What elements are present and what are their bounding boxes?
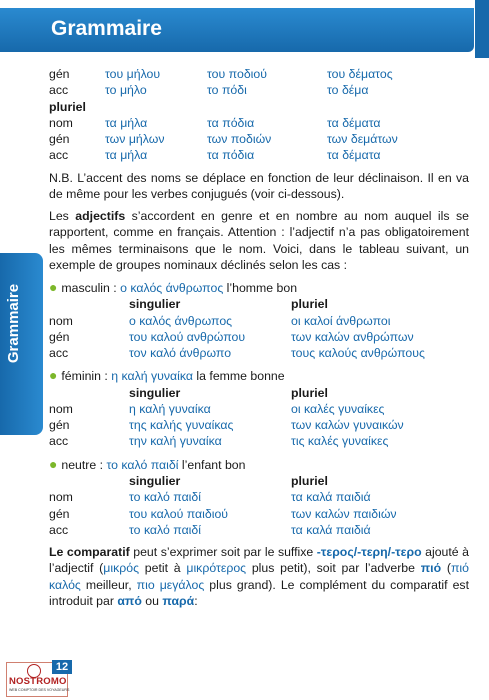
greek-suffix: -τερος/-τερη/-τερο	[316, 545, 422, 560]
table-header	[49, 296, 469, 312]
cell: τα πόδια	[207, 148, 255, 163]
header	[0, 0, 489, 58]
text: la femme bonne	[193, 369, 285, 384]
text: féminin :	[61, 369, 112, 384]
section-label-pluriel: pluriel	[49, 99, 86, 114]
table-header	[49, 385, 469, 401]
cell: των μήλων	[105, 132, 165, 147]
cell: του δέματος	[327, 67, 393, 81]
cell: οι καλές γυναίκες	[291, 401, 385, 416]
case-label: gén	[49, 67, 70, 81]
main-content	[49, 66, 469, 609]
table-row	[49, 401, 469, 417]
case-label: gén	[49, 418, 70, 433]
cell: των καλών γυναικών	[291, 418, 404, 433]
case-label: nom	[49, 401, 73, 416]
table-row	[49, 115, 469, 131]
case-label: nom	[49, 115, 73, 130]
table-row	[49, 506, 469, 522]
text: l’enfant bon	[178, 457, 246, 472]
bullet-icon: ●	[49, 455, 62, 472]
col-header: singulier	[129, 385, 181, 400]
text: (	[441, 561, 451, 576]
case-label: acc	[49, 346, 69, 361]
table-row	[49, 99, 469, 115]
text: meilleur,	[80, 577, 137, 592]
greek-text: μικρός	[103, 561, 140, 576]
case-label: acc	[49, 148, 69, 163]
greek-text: πιο μεγάλος	[136, 577, 205, 592]
text: petit à	[139, 561, 187, 576]
section-neutre	[49, 456, 469, 538]
cell: τους καλούς ανθρώπους	[291, 346, 425, 361]
cell: τα μήλα	[105, 148, 148, 163]
cell: ο καλός άνθρωπος	[129, 313, 233, 328]
greek-text: από	[117, 593, 142, 608]
greek-text: μικρότερος	[186, 561, 247, 576]
cell: τα καλά παιδιά	[291, 522, 371, 537]
cell: τα καλά παιδιά	[291, 490, 371, 505]
text: :	[194, 593, 198, 608]
text: neutre :	[61, 457, 107, 472]
cell: τα μήλα	[105, 115, 148, 130]
case-label: acc	[49, 434, 69, 449]
text: plus petit), soit par l’adverbe	[246, 561, 421, 576]
section-title	[49, 367, 469, 384]
cell: των δεμάτων	[327, 132, 398, 147]
greek-text: παρά	[162, 593, 195, 608]
col-header: pluriel	[291, 385, 328, 400]
table-row	[49, 329, 469, 345]
side-tab-label: Grammaire	[5, 283, 22, 364]
table-header	[49, 473, 469, 489]
greek-text: ο καλός άνθρωπος	[120, 281, 224, 295]
cell: τα πόδια	[207, 115, 255, 130]
cell: το πόδι	[207, 83, 247, 98]
case-label: nom	[49, 313, 73, 328]
text: plus grand). Le complément du comparatif est introduit par	[49, 577, 469, 608]
table-row	[49, 131, 469, 147]
logo-tagline: WEB COMPTOIR DES VOYAGEURS	[9, 688, 70, 692]
section-title	[49, 456, 469, 473]
text: peut s’exprimer soit par le suffixe	[129, 545, 317, 560]
cell: του καλού παιδιού	[129, 506, 229, 521]
table-row	[49, 66, 469, 82]
case-label: gén	[49, 506, 70, 521]
bold-term: Le comparatif	[49, 545, 130, 560]
table-row	[49, 433, 469, 449]
cell: της καλής γυναίκας	[129, 418, 234, 433]
cell: η καλή γυναίκα	[129, 401, 211, 416]
cell: του καλού ανθρώπου	[129, 329, 246, 344]
text: s’accordent en genre et en nombre au nom auquel ils se rapportent, comme en français. Attention : l’adjectif n’a pas obligatoirement les mêmes terminaisons que le nom. Voici, dans le tableau suivant, un exemple de groupes nominaux déclinés selon les cas :	[49, 209, 469, 272]
case-label: nom	[49, 490, 73, 505]
nb-paragraph: N.B. L’accent des noms se déplace en fonction de leur déclinaison. Il en va de même pour les verbes conjugués (voir ci-dessous).	[49, 170, 469, 201]
cell: των καλών παιδιών	[291, 506, 397, 521]
table-row	[49, 313, 469, 329]
case-label: acc	[49, 522, 69, 537]
table-row	[49, 489, 469, 505]
cell: τις καλές γυναίκες	[291, 434, 389, 449]
greek-text: το καλό παιδί	[106, 457, 179, 472]
table-row	[49, 417, 469, 433]
text: Les	[49, 209, 76, 224]
case-label: acc	[49, 83, 69, 98]
greek-text: πιό καλός	[49, 561, 469, 592]
bold-term: adjectifs	[75, 209, 126, 224]
cell: τον καλό άνθρωπο	[129, 346, 232, 361]
declension-table	[49, 66, 469, 164]
header-edge-strip	[475, 0, 489, 58]
section-title	[49, 279, 469, 296]
cell: οι καλοί άνθρωποι	[291, 313, 391, 328]
text: ou	[141, 593, 163, 608]
cell: την καλή γυναίκα	[129, 434, 222, 449]
table-row	[49, 82, 469, 98]
bullet-icon: ●	[49, 279, 62, 295]
text: ajouté à l’adjectif (	[49, 545, 469, 576]
col-header: pluriel	[291, 473, 328, 488]
cell: των ποδιών	[207, 132, 272, 147]
case-label: gén	[49, 329, 70, 344]
page-title: Grammaire	[51, 17, 162, 40]
col-header: singulier	[129, 473, 181, 488]
cell: το καλό παιδί	[129, 490, 201, 505]
cell: τα δέματα	[327, 115, 381, 130]
col-header: pluriel	[291, 297, 328, 312]
cell: του μήλου	[105, 67, 161, 81]
table-row	[49, 147, 469, 163]
col-header: singulier	[129, 297, 181, 312]
text: l’homme bon	[223, 281, 298, 295]
case-label: gén	[49, 132, 70, 147]
adjectives-paragraph	[49, 208, 469, 273]
bullet-icon: ●	[49, 367, 62, 384]
cell: του ποδιού	[207, 67, 267, 81]
cell: το δέμα	[327, 83, 369, 98]
cell: των καλών ανθρώπων	[291, 329, 414, 344]
section-feminin	[49, 367, 469, 449]
table-row	[49, 522, 469, 538]
cell: το καλό παιδί	[129, 522, 201, 537]
cell: το μήλο	[105, 83, 147, 98]
greek-text: η καλή γυναίκα	[111, 369, 193, 384]
cell: τα δέματα	[327, 148, 381, 163]
table-row	[49, 345, 469, 361]
comparatif-paragraph	[49, 544, 469, 609]
logo-text: NOSTROMO	[9, 676, 67, 687]
greek-text: πιό	[420, 561, 442, 576]
page-number: 12	[52, 660, 72, 674]
section-masculin	[49, 279, 469, 361]
text: masculin :	[61, 281, 121, 295]
